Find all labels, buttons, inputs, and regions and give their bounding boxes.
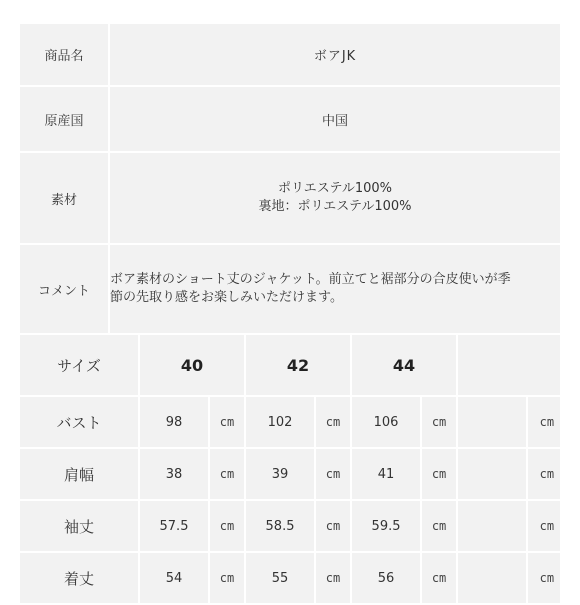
size-heading: 42 bbox=[246, 335, 352, 397]
measurement-row-sleeve bbox=[20, 501, 560, 553]
measurement-label: 肩幅 bbox=[20, 449, 140, 501]
origin-row bbox=[20, 87, 560, 153]
comment-line: 節の先取り感をお楽しみいただけます。 bbox=[110, 290, 343, 305]
material-row bbox=[20, 153, 560, 245]
product-name-value: ボアJK bbox=[110, 24, 560, 87]
measurement-label: 袖丈 bbox=[20, 501, 140, 553]
unit-label: cm bbox=[316, 501, 352, 553]
size-table bbox=[20, 335, 560, 605]
origin-value: 中国 bbox=[110, 87, 560, 153]
unit-label: cm bbox=[210, 449, 246, 501]
measurement-row-length bbox=[20, 553, 560, 605]
measurement-value: 41 bbox=[352, 449, 422, 501]
measurement-value bbox=[458, 553, 528, 605]
measurement-value bbox=[458, 501, 528, 553]
unit-label: cm bbox=[528, 397, 560, 449]
origin-label: 原産国 bbox=[20, 87, 110, 153]
unit-label: cm bbox=[422, 553, 458, 605]
size-header-row bbox=[20, 335, 560, 397]
comment-line: ボア素材のショート丈のジャケット。前立てと裾部分の合皮使いが季 bbox=[110, 272, 511, 287]
measurement-value: 56 bbox=[352, 553, 422, 605]
unit-label: cm bbox=[528, 501, 560, 553]
comment-row bbox=[20, 245, 560, 335]
material-label: 素材 bbox=[20, 153, 110, 245]
measurement-value: 98 bbox=[140, 397, 210, 449]
unit-label: cm bbox=[422, 397, 458, 449]
comment-label: コメント bbox=[20, 245, 110, 335]
material-line: ポリエステル100% bbox=[278, 181, 392, 196]
unit-label: cm bbox=[528, 553, 560, 605]
measurement-value: 39 bbox=[246, 449, 316, 501]
measurement-row-shoulder bbox=[20, 449, 560, 501]
unit-label: cm bbox=[210, 553, 246, 605]
unit-label: cm bbox=[528, 449, 560, 501]
measurement-value: 58.5 bbox=[246, 501, 316, 553]
size-heading: 40 bbox=[140, 335, 246, 397]
measurement-value bbox=[458, 397, 528, 449]
measurement-value: 54 bbox=[140, 553, 210, 605]
product-info-table bbox=[20, 24, 560, 335]
product-name-label: 商品名 bbox=[20, 24, 110, 87]
measurement-value: 57.5 bbox=[140, 501, 210, 553]
material-value bbox=[110, 153, 560, 245]
measurement-value: 106 bbox=[352, 397, 422, 449]
measurement-value bbox=[458, 449, 528, 501]
measurement-value: 38 bbox=[140, 449, 210, 501]
unit-label: cm bbox=[210, 501, 246, 553]
product-name-row bbox=[20, 24, 560, 87]
size-header-label: サイズ bbox=[20, 335, 140, 397]
measurement-value: 102 bbox=[246, 397, 316, 449]
unit-label: cm bbox=[210, 397, 246, 449]
measurement-value: 55 bbox=[246, 553, 316, 605]
material-line: 裏地：ポリエステル100% bbox=[258, 199, 412, 214]
measurement-label: バスト bbox=[20, 397, 140, 449]
measurement-value: 59.5 bbox=[352, 501, 422, 553]
product-spec-sheet bbox=[20, 24, 560, 605]
size-heading: 44 bbox=[352, 335, 458, 397]
unit-label: cm bbox=[422, 449, 458, 501]
measurement-row-bust bbox=[20, 397, 560, 449]
comment-value bbox=[110, 245, 560, 335]
measurement-label: 着丈 bbox=[20, 553, 140, 605]
unit-label: cm bbox=[316, 449, 352, 501]
unit-label: cm bbox=[316, 553, 352, 605]
size-heading bbox=[458, 335, 560, 397]
unit-label: cm bbox=[316, 397, 352, 449]
unit-label: cm bbox=[422, 501, 458, 553]
